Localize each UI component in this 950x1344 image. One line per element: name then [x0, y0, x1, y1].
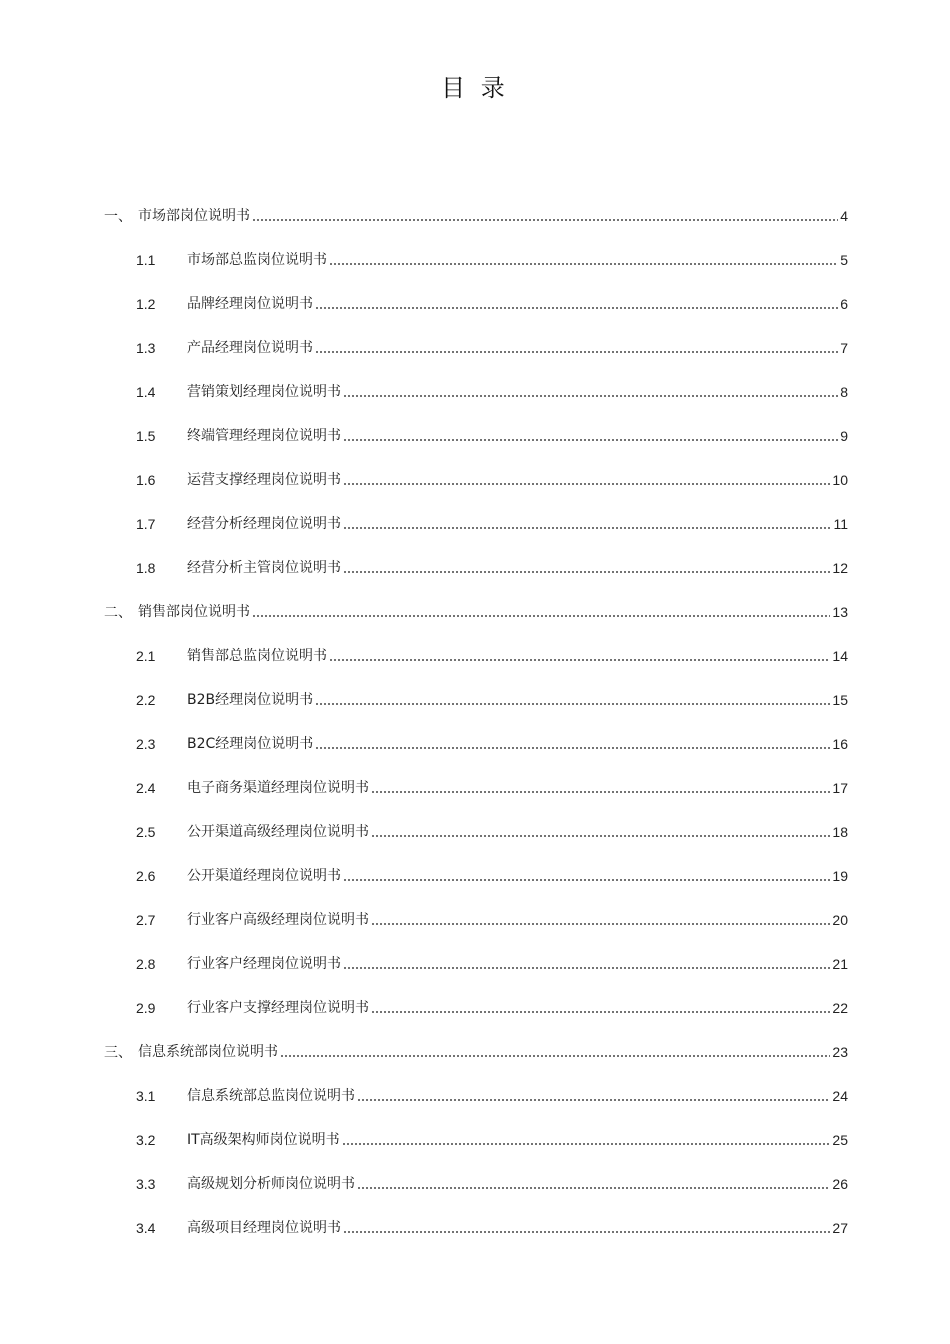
toc-entry-number: 2.6 — [136, 868, 156, 884]
toc-page-number: 5 — [840, 252, 848, 268]
toc-subsection-entry[interactable] — [136, 1118, 848, 1162]
toc-subsection-entry[interactable] — [136, 1074, 848, 1118]
toc-subsection-entry[interactable] — [136, 326, 848, 370]
toc-page-number: 16 — [832, 736, 848, 752]
toc-entry-number: 2.7 — [136, 912, 156, 928]
toc-entry-title: 信息系统部总监岗位说明书 — [187, 1088, 355, 1104]
toc-page-number: 11 — [833, 516, 848, 532]
toc-entry-number: 三、 — [104, 1044, 132, 1060]
toc-entry-number: 2.1 — [136, 648, 156, 664]
toc-entry-number: 2.9 — [136, 1000, 156, 1016]
toc-dot-leader — [343, 571, 830, 573]
toc-entry-title: 高级规划分析师岗位说明书 — [187, 1176, 355, 1192]
toc-entry-title: 信息系统部岗位说明书 — [138, 1044, 278, 1060]
toc-dot-leader — [252, 219, 838, 221]
toc-entry-number: 1.7 — [136, 516, 156, 532]
toc-dot-leader — [343, 967, 830, 969]
toc-entry-title: 销售部岗位说明书 — [138, 604, 250, 620]
toc-subsection-entry[interactable] — [136, 282, 848, 326]
toc-entry-number: 一、 — [104, 208, 132, 224]
toc-page-number: 10 — [832, 472, 848, 488]
toc-subsection-entry[interactable] — [136, 898, 848, 942]
toc-subsection-entry[interactable] — [136, 986, 848, 1030]
toc-entry-title: 公开渠道经理岗位说明书 — [187, 868, 341, 884]
toc-entry-title: 经营分析经理岗位说明书 — [187, 516, 341, 532]
toc-dot-leader — [343, 527, 831, 529]
toc-entry-title: 高级项目经理岗位说明书 — [187, 1220, 341, 1236]
toc-dot-leader — [343, 395, 838, 397]
toc-entry-number: 1.8 — [136, 560, 156, 576]
toc-page-number: 6 — [840, 296, 848, 312]
toc-entry-number: 2.2 — [136, 692, 156, 708]
toc-dot-leader — [371, 923, 830, 925]
toc-dot-leader — [315, 351, 838, 353]
toc-entry-number: 3.4 — [136, 1220, 156, 1236]
toc-page-number: 22 — [832, 1000, 848, 1016]
toc-entry-number: 1.2 — [136, 296, 156, 312]
toc-subsection-entry[interactable] — [136, 370, 848, 414]
toc-subsection-entry[interactable] — [136, 502, 848, 546]
toc-page-number: 8 — [840, 384, 848, 400]
toc-entry-number: 3.2 — [136, 1132, 156, 1148]
toc-page-number: 26 — [832, 1176, 848, 1192]
toc-entry-number: 1.1 — [136, 252, 156, 268]
toc-entry-number: 2.3 — [136, 736, 156, 752]
toc-page-number: 7 — [840, 340, 848, 356]
toc-dot-leader — [252, 615, 830, 617]
toc-page-number: 20 — [832, 912, 848, 928]
toc-section-entry[interactable] — [104, 590, 848, 634]
toc-page-number: 4 — [840, 208, 848, 224]
toc-entry-title: 销售部总监岗位说明书 — [187, 648, 327, 664]
toc-dot-leader — [280, 1055, 830, 1057]
page-title: 目 录 — [441, 74, 509, 102]
toc-page-number: 15 — [832, 692, 848, 708]
toc-page-number: 14 — [832, 648, 848, 664]
toc-entry-number: 1.6 — [136, 472, 156, 488]
toc-dot-leader — [357, 1099, 830, 1101]
toc-section-entry[interactable] — [104, 194, 848, 238]
toc-page-number: 27 — [832, 1220, 848, 1236]
toc-entry-number: 2.8 — [136, 956, 156, 972]
toc-dot-leader — [343, 483, 830, 485]
toc-page-number: 25 — [832, 1132, 848, 1148]
toc-subsection-entry[interactable] — [136, 810, 848, 854]
toc-entry-title: 品牌经理岗位说明书 — [187, 296, 313, 312]
toc-entry-number: 1.5 — [136, 428, 156, 444]
toc-entry-title: 市场部岗位说明书 — [138, 208, 250, 224]
toc-entry-title: 行业客户经理岗位说明书 — [187, 956, 341, 972]
toc-page-number: 17 — [832, 780, 848, 796]
toc-section-entry[interactable] — [104, 1030, 848, 1074]
toc-dot-leader — [315, 703, 830, 705]
toc-entry-number: 3.1 — [136, 1088, 156, 1104]
toc-entry-number: 2.5 — [136, 824, 156, 840]
toc-subsection-entry[interactable] — [136, 678, 848, 722]
toc-page-number: 24 — [832, 1088, 848, 1104]
toc-page-number: 21 — [832, 956, 848, 972]
toc-entry-title: 运营支撑经理岗位说明书 — [187, 472, 341, 488]
toc-entry-title: 经营分析主管岗位说明书 — [187, 560, 341, 576]
toc-dot-leader — [315, 747, 830, 749]
toc-entry-title: 市场部总监岗位说明书 — [187, 252, 327, 268]
toc-page-number: 19 — [832, 868, 848, 884]
toc-subsection-entry[interactable] — [136, 942, 848, 986]
toc-dot-leader — [342, 1143, 831, 1145]
toc-entry-number: 2.4 — [136, 780, 156, 796]
toc-entry-title: 产品经理岗位说明书 — [187, 340, 313, 356]
toc-subsection-entry[interactable] — [136, 546, 848, 590]
toc-page-number: 23 — [832, 1044, 848, 1060]
toc-subsection-entry[interactable] — [136, 414, 848, 458]
toc-dot-leader — [343, 1231, 830, 1233]
toc-dot-leader — [329, 659, 830, 661]
toc-entry-title: IT高级架构师岗位说明书 — [187, 1132, 340, 1148]
toc-page-number: 9 — [840, 428, 848, 444]
toc-subsection-entry[interactable] — [136, 766, 848, 810]
toc-entry-title: B2B经理岗位说明书 — [187, 692, 314, 708]
toc-dot-leader — [315, 307, 838, 309]
toc-page-number: 18 — [832, 824, 848, 840]
toc-dot-leader — [343, 439, 838, 441]
toc-entry-title: 行业客户高级经理岗位说明书 — [187, 912, 369, 928]
toc-subsection-entry[interactable] — [136, 458, 848, 502]
toc-page-number: 12 — [832, 560, 848, 576]
toc-entry-title: 行业客户支撑经理岗位说明书 — [187, 1000, 369, 1016]
toc-entry-title: 公开渠道高级经理岗位说明书 — [187, 824, 369, 840]
toc-entry-title: 电子商务渠道经理岗位说明书 — [187, 780, 369, 796]
toc-entry-number: 1.4 — [136, 384, 156, 400]
toc-dot-leader — [371, 1011, 830, 1013]
toc-subsection-entry[interactable] — [136, 722, 848, 766]
toc-subsection-entry[interactable] — [136, 1206, 848, 1250]
toc-entry-title: 营销策划经理岗位说明书 — [187, 384, 341, 400]
toc-entry-title: B2C经理岗位说明书 — [187, 736, 314, 752]
toc-entry-number: 二、 — [104, 604, 132, 620]
toc-dot-leader — [343, 879, 830, 881]
toc-entry-number: 1.3 — [136, 340, 156, 356]
toc-subsection-entry[interactable] — [136, 238, 848, 282]
toc-dot-leader — [357, 1187, 830, 1189]
toc-subsection-entry[interactable] — [136, 634, 848, 678]
toc-subsection-entry[interactable] — [136, 854, 848, 898]
toc-page-number: 13 — [832, 604, 848, 620]
toc-dot-leader — [329, 263, 838, 265]
toc-dot-leader — [371, 791, 830, 793]
toc-entry-number: 3.3 — [136, 1176, 156, 1192]
toc-subsection-entry[interactable] — [136, 1162, 848, 1206]
toc-entry-title: 终端管理经理岗位说明书 — [187, 428, 341, 444]
toc-dot-leader — [371, 835, 830, 837]
